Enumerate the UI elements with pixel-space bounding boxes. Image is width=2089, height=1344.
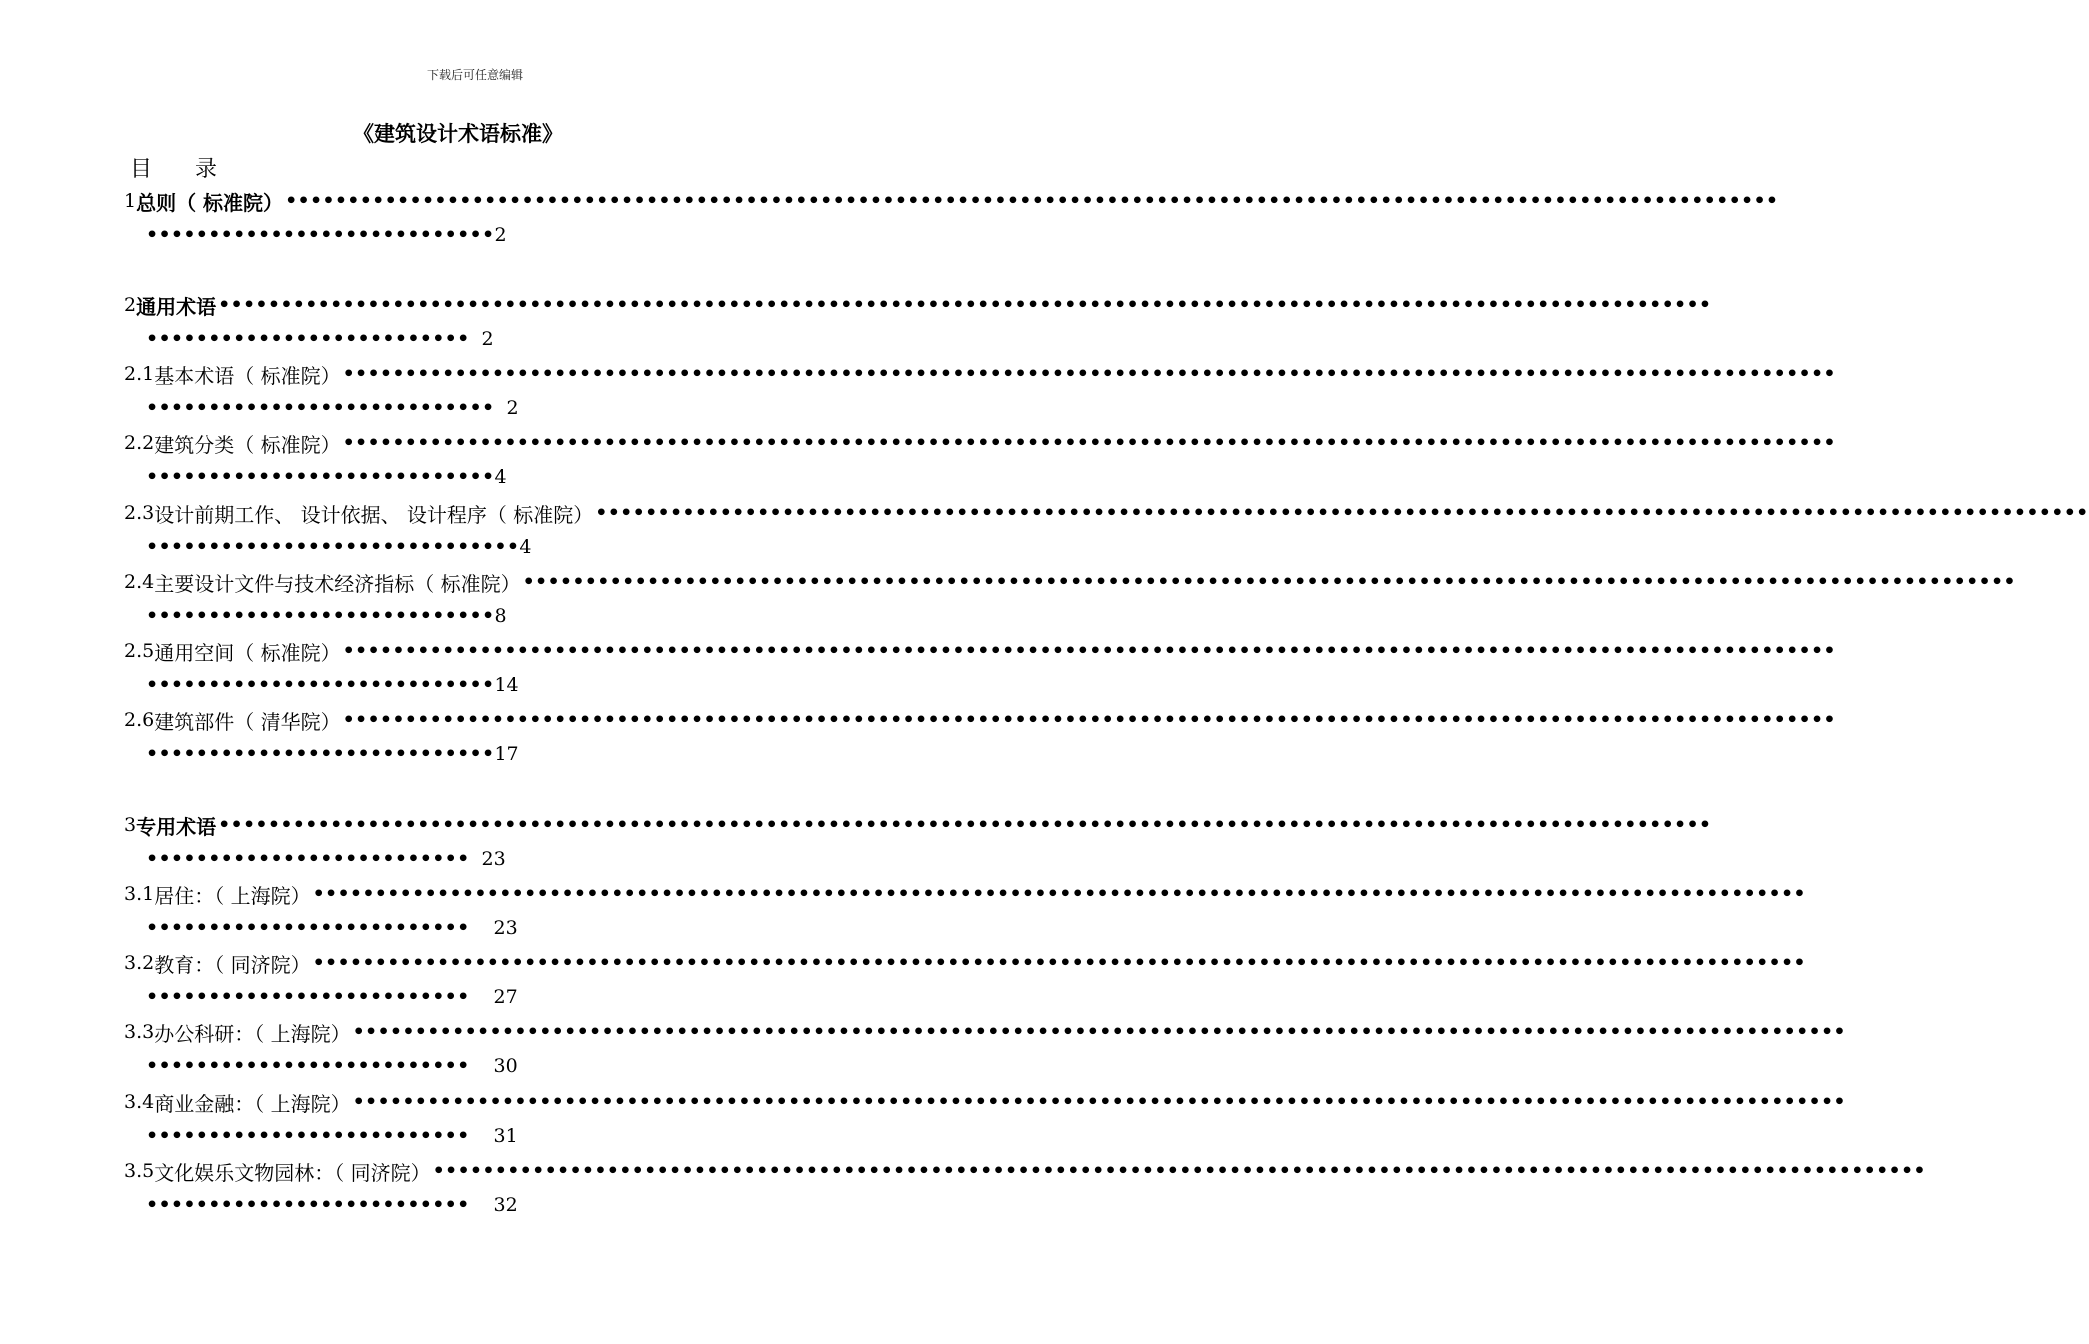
toc-entry-continuation	[146, 982, 518, 1012]
toc-entry-line	[124, 565, 2016, 599]
dot-leader: ••••••••••••••••••••••••••	[146, 1055, 470, 1077]
toc-entry-line	[124, 1154, 1926, 1188]
dot-leader: ••••••••••••••••••••••••••••	[146, 674, 495, 696]
toc-entry-continuation	[146, 913, 518, 943]
toc-entry-continuation	[146, 393, 519, 423]
dot-leader: ••••••••••••••••••••••••••••••••••••••••••••••••••••••••••••••••••••••••••••••••••••••••••••••••••••••••••••••••••••••••	[352, 1091, 1846, 1113]
toc-entry[interactable]	[0, 1154, 1926, 1224]
toc-entry-page-number: 2	[494, 224, 507, 246]
toc-entry-number: 3.1	[124, 883, 155, 905]
toc-entry-page-number: 23	[493, 917, 518, 939]
toc-entry-number: 2.4	[124, 571, 155, 593]
document-title: 《建筑设计术语标准》	[353, 122, 563, 146]
dot-leader: ••••••••••••••••••••••••••••••••••••••••••••••••••••••••••••••••••••••••••••••••••••••••••••••••••••••••••••••••••••••••	[285, 190, 1779, 212]
toc-entry-page-number: 2	[506, 397, 519, 419]
toc-entry-page-number: 14	[494, 674, 519, 696]
toc-entry-line	[124, 1015, 1846, 1049]
toc-entry-number: 3.3	[124, 1021, 155, 1043]
toc-entry[interactable]	[0, 877, 1806, 947]
dot-leader: ••••••••••••••••••••••••••••••••••••••••••••••••••••••••••••••••••••••••••••••••••••••••••••••••••••••••••••••••••••••••	[342, 432, 1836, 454]
toc-entry-title: 基本术语（ 标准院）	[154, 363, 341, 388]
dot-leader: ••••••••••••••••••••••••••••••••••••••••••••••••••••••••••••••••••••••••••••••••••••••••••••••••••••••••••••••••••••••••	[352, 1021, 1846, 1043]
dot-leader: ••••••••••••••••••••••••••••	[146, 466, 495, 488]
dot-leader: ••••••••••••••••••••••••••••	[146, 397, 495, 419]
dot-leader: ••••••••••••••••••••••••••••••••••••••••••••••••••••••••••••••••••••••••••••••••••••••••••••••••••••••••••••••••••••••••	[312, 883, 1806, 905]
toc-entry-line	[124, 184, 1779, 218]
toc-entry-title: 文化娱乐文物园林：（ 同济院）	[154, 1160, 431, 1185]
toc-entry-continuation	[146, 462, 507, 492]
toc-entry[interactable]	[0, 808, 1712, 878]
dot-leader: ••••••••••••••••••••••••••••	[146, 224, 495, 246]
toc-entry-title: 设计前期工作、 设计依据、 设计程序（ 标准院）	[154, 502, 594, 527]
toc-entry-title: 建筑部件（ 清华院）	[154, 709, 341, 734]
toc-entry[interactable]	[0, 703, 1836, 773]
toc-entry-number: 2	[124, 294, 137, 316]
toc-entry-line	[124, 808, 1712, 842]
toc-entry[interactable]	[0, 565, 2016, 635]
toc-entry-line	[124, 634, 1836, 668]
toc-entry-page-number: 27	[493, 986, 518, 1008]
toc-entry-number: 3.2	[124, 952, 155, 974]
toc-entry-page-number: 30	[493, 1055, 518, 1077]
toc-entry-continuation	[146, 532, 531, 562]
dot-leader: ••••••••••••••••••••••••••	[146, 917, 470, 939]
toc-entry-number: 2.5	[124, 640, 155, 662]
toc-entry-continuation	[146, 220, 507, 250]
dot-leader: ••••••••••••••••••••••••••	[146, 328, 470, 350]
toc-entry[interactable]	[0, 496, 2089, 566]
toc-entry-number: 3.5	[124, 1160, 155, 1182]
toc-entry-number: 2.1	[124, 363, 155, 385]
toc-entry-number: 3	[124, 814, 137, 836]
toc-entry-page-number: 8	[494, 605, 507, 627]
toc-entry-title: 主要设计文件与技术经济指标（ 标准院）	[154, 571, 521, 596]
toc-entry-continuation	[146, 1190, 518, 1220]
toc-entry-page-number: 32	[493, 1194, 518, 1216]
dot-leader: ••••••••••••••••••••••••••	[146, 1194, 470, 1216]
toc-entry-page-number: 31	[493, 1125, 518, 1147]
toc-entry-line	[124, 426, 1836, 460]
toc-entry-continuation	[146, 1051, 518, 1081]
toc-entry-title: 通用术语	[136, 294, 217, 319]
toc-entry-title: 教育：（ 同济院）	[154, 952, 311, 977]
toc-entry-continuation	[146, 601, 507, 631]
toc-entry[interactable]	[0, 357, 1836, 427]
toc-entry-line	[124, 357, 1836, 391]
dot-leader: ••••••••••••••••••••••••••••	[146, 605, 495, 627]
dot-leader: ••••••••••••••••••••••••••••	[146, 743, 495, 765]
toc-entry-page-number: 17	[494, 743, 519, 765]
dot-leader: ••••••••••••••••••••••••••••••••••••••••••••••••••••••••••••••••••••••••••••••••••••••••••••••••••••••••••••••••••••••••	[218, 294, 1712, 316]
toc-entry-title: 通用空间（ 标准院）	[154, 640, 341, 665]
toc-entry-continuation	[146, 1121, 518, 1151]
toc-entry-title: 总则（ 标准院）	[136, 190, 284, 215]
dot-leader: ••••••••••••••••••••••••••••••••••••••••••••••••••••••••••••••••••••••••••••••••••••••••••••••••••••••••••••••••••••••••	[522, 571, 2016, 593]
toc-entry-page-number: 4	[519, 536, 532, 558]
header-note: 下载后可任意编辑	[426, 68, 523, 82]
toc-entry-number: 1	[124, 190, 137, 212]
toc-entry-number: 2.6	[124, 709, 155, 731]
dot-leader: ••••••••••••••••••••••••••••••••••••••••••••••••••••••••••••••••••••••••••••••••••••••••••••••••••••••••••••••••••••••••	[432, 1160, 1926, 1182]
toc-entry-page-number: 23	[481, 848, 506, 870]
toc-entry[interactable]	[0, 1015, 1846, 1085]
toc-entry-line	[124, 496, 2089, 530]
toc-entry-title: 专用术语	[136, 814, 217, 839]
dot-leader: ••••••••••••••••••••••••••••••••••••••••••••••••••••••••••••••••••••••••••••••••••••••••••••••••••••••••••••••••••••••••	[595, 502, 2089, 524]
toc-entry-title: 建筑分类（ 标准院）	[154, 432, 341, 457]
dot-leader: ••••••••••••••••••••••••••••••••••••••••••••••••••••••••••••••••••••••••••••••••••••••••••••••••••••••••••••••••••••••••	[218, 814, 1712, 836]
toc-entry-page-number: 2	[481, 328, 494, 350]
toc-entry-line	[124, 703, 1836, 737]
dot-leader: ••••••••••••••••••••••••••••••••••••••••••••••••••••••••••••••••••••••••••••••••••••••••••••••••••••••••••••••••••••••••	[342, 363, 1836, 385]
toc-entry[interactable]	[0, 184, 1779, 254]
dot-leader: ••••••••••••••••••••••••••••••••••••••••••••••••••••••••••••••••••••••••••••••••••••••••••••••••••••••••••••••••••••••••	[342, 640, 1836, 662]
toc-entry-line	[124, 288, 1712, 322]
toc-entry[interactable]	[0, 946, 1806, 1016]
toc-entry-line	[124, 1085, 1846, 1119]
toc-entry[interactable]	[0, 288, 1712, 358]
toc-entry-page-number: 4	[494, 466, 507, 488]
toc-entry-continuation	[146, 670, 519, 700]
toc-entry-line	[124, 877, 1806, 911]
toc-entry-continuation	[146, 324, 494, 354]
dot-leader: ••••••••••••••••••••••••••••••••••••••••••••••••••••••••••••••••••••••••••••••••••••••••••••••••••••••••••••••••••••••••	[342, 709, 1836, 731]
toc-entry[interactable]	[0, 426, 1836, 496]
toc-entry-number: 2.3	[124, 502, 155, 524]
toc-entry-title: 办公科研：（ 上海院）	[154, 1021, 351, 1046]
toc-entry-line	[124, 946, 1806, 980]
toc-entry[interactable]	[0, 634, 1836, 704]
toc-entry-number: 2.2	[124, 432, 155, 454]
toc-entry-continuation	[146, 844, 506, 874]
toc-entry[interactable]	[0, 1085, 1846, 1155]
dot-leader: ••••••••••••••••••••••••••••••••••••••••••••••••••••••••••••••••••••••••••••••••••••••••••••••••••••••••••••••••••••••••	[312, 952, 1806, 974]
toc-entry-number: 3.4	[124, 1091, 155, 1113]
toc-entry-title: 居住：（ 上海院）	[154, 883, 311, 908]
toc-heading: 目 录	[130, 157, 235, 182]
dot-leader: ••••••••••••••••••••••••••••••	[146, 536, 520, 558]
dot-leader: ••••••••••••••••••••••••••	[146, 848, 470, 870]
toc-entry-continuation	[146, 739, 519, 769]
dot-leader: ••••••••••••••••••••••••••	[146, 986, 470, 1008]
dot-leader: ••••••••••••••••••••••••••	[146, 1125, 470, 1147]
toc-entry-title: 商业金融：（ 上海院）	[154, 1091, 351, 1116]
